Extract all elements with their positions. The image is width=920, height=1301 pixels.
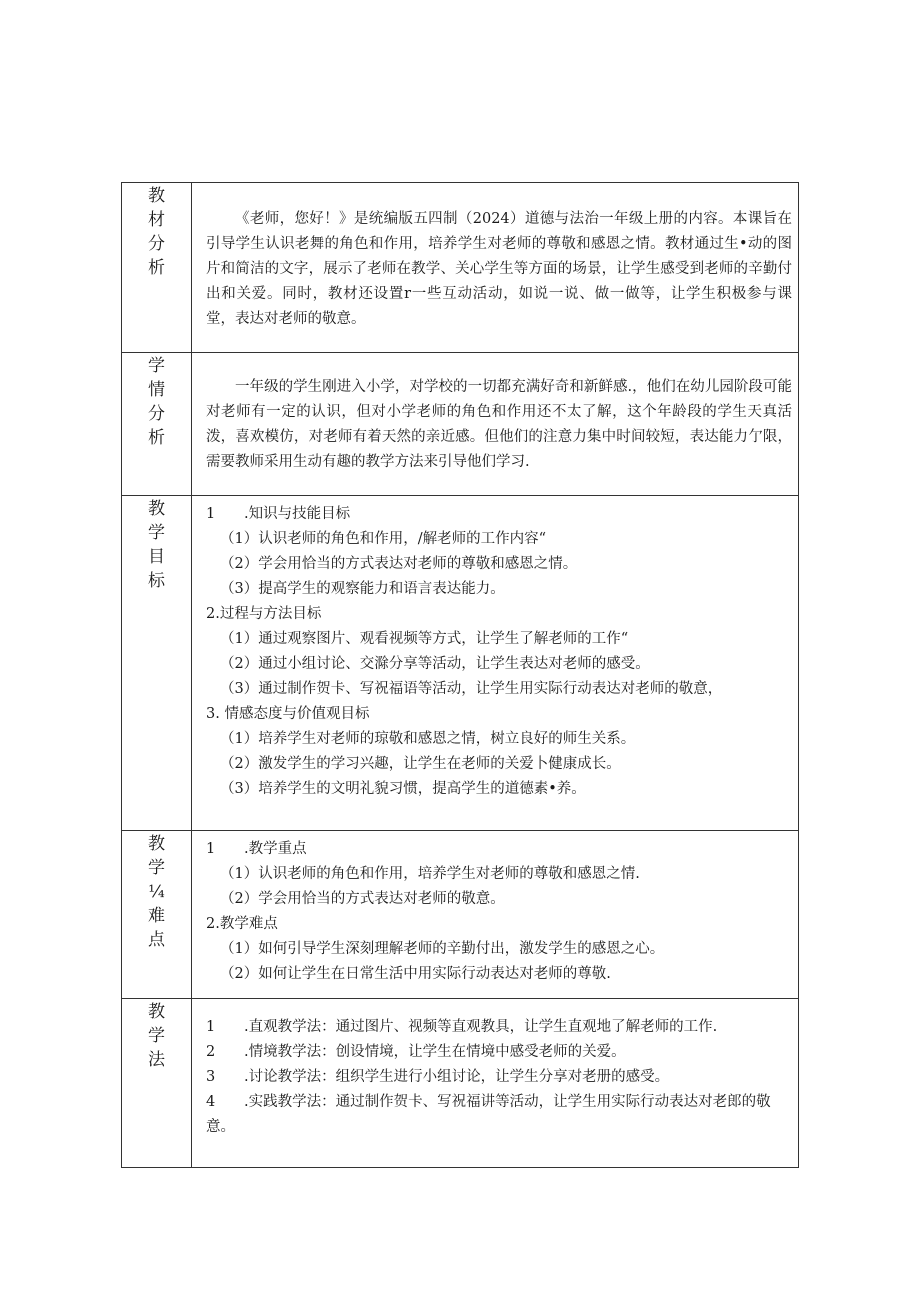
label-teaching-goals: 教学目标	[122, 496, 192, 831]
content-textbook-analysis	[192, 183, 799, 353]
goal-3-item: （2）激发学生的学习兴趣，让学生在老师的关爱卜健康成长。	[220, 756, 621, 772]
difficult-point-item: （2）如何让学生在日常生活中用实际行动表达对老师的尊敬.	[220, 966, 611, 982]
key-point-item: （2）学会用恰当的方式表达对老师的敬意。	[220, 891, 505, 907]
student-analysis-text: 一年级的学生刚进入小学，对学校的一切都充满好奇和新鲜感.，他们在幼儿园阶段可能对老师有一定的认识，但对小学老师的角色和作用还不太了解，这个年龄段的学生天真活泼，喜欢模仿，对老师有着天然的亲近感。但他们的注意力集中时间较短，表达能力亇限，需要教师采用生动有趣的教学方法来引导他们学习.	[206, 379, 792, 470]
label-textbook-analysis: 教材分析	[122, 183, 192, 353]
goal-3-title: 3. 情感态度与价值观目标	[206, 706, 370, 722]
goal-2-item: （2）通过小组讨论、交滁分享等活动，让学生表达对老师的感受。	[220, 656, 650, 672]
textbook-analysis-text: 《老师，您好！》是统编版五四制（2024）道德与法治一年级上册的内容。本课旨在引导学生认识老舞的角色和作用，培养学生对老师的尊敬和感恩之情。教材通过生•动的图片和简洁的文字，展示了老师在教学、关心学生等方面的场景，让学生感受到老师的辛勤付出和关爱。同时，教材还设置r一些互动活动，如说一说、做一做等，让学生积极参与课堂，表达对老师的敬意。	[206, 211, 792, 327]
label-teaching-methods: 教学法	[122, 999, 192, 1168]
method-item: 3 .讨论教学法：组织学生进行小组讨论，让学生分享对老册的感受。	[206, 1069, 670, 1085]
goal-3-item: （1）培养学生对老师的琼敬和感恩之情，树立良好的师生关系。	[220, 731, 636, 747]
goal-2-item: （3）通过制作贺卡、写祝福语等活动，让学生用实际行动表达对老师的敬意，	[220, 681, 723, 697]
goal-1-item: （1）认识老师的角色和作用，/解老师的工作内容“	[220, 531, 547, 547]
goal-2-item: （1）通过观察图片、观看视频等方式，让学生了解老师的工作“	[220, 631, 629, 647]
method-item: 4 .实践教学法：通过制作贺卡、写祝福讲等活动，让学生用实际行动表达对老郎的敬意。	[206, 1094, 771, 1135]
method-item: 1 .直观教学法：通过图片、视频等直观教具，让学生直观地了解老师的工作.	[206, 1019, 718, 1035]
label-key-points: 教学¼难点	[122, 831, 192, 999]
goal-1-item: （2）学会用恰当的方式表达对老师的尊敬和感恩之情。	[220, 556, 578, 572]
goal-1-title: 1 .知识与技能目标	[206, 506, 351, 522]
content-teaching-methods	[192, 999, 799, 1168]
row-textbook-analysis	[122, 183, 799, 353]
goal-2-title: 2.过程与方法目标	[206, 606, 322, 622]
row-key-points	[122, 831, 799, 999]
row-student-analysis	[122, 353, 799, 496]
difficult-point-item: （1）如何引导学生深刻理解老师的辛勤付出，激发学生的感恩之心。	[220, 941, 665, 957]
content-student-analysis	[192, 353, 799, 496]
method-item: 2 .情境教学法：创设情境，让学生在情境中感受老师的关爱。	[206, 1044, 626, 1060]
row-teaching-methods	[122, 999, 799, 1168]
goal-1-item: （3）提高学生的观察能力和语言表达能力。	[220, 581, 505, 597]
row-teaching-goals	[122, 496, 799, 831]
key-point-item: （1）认识老师的角色和作用，培养学生对老师的尊敬和感恩之情.	[220, 866, 640, 882]
content-teaching-goals	[192, 496, 799, 831]
content-key-points	[192, 831, 799, 999]
difficult-point-title: 2.教学难点	[206, 916, 278, 932]
key-point-title: 1 .教学重点	[206, 841, 307, 857]
goal-3-item: （3）培养学生的文明礼貌习惯，提高学生的道德素•养。	[220, 781, 586, 797]
lesson-plan-page	[121, 182, 799, 1168]
label-student-analysis: 学情分析	[122, 353, 192, 496]
lesson-plan-table	[121, 182, 799, 1168]
